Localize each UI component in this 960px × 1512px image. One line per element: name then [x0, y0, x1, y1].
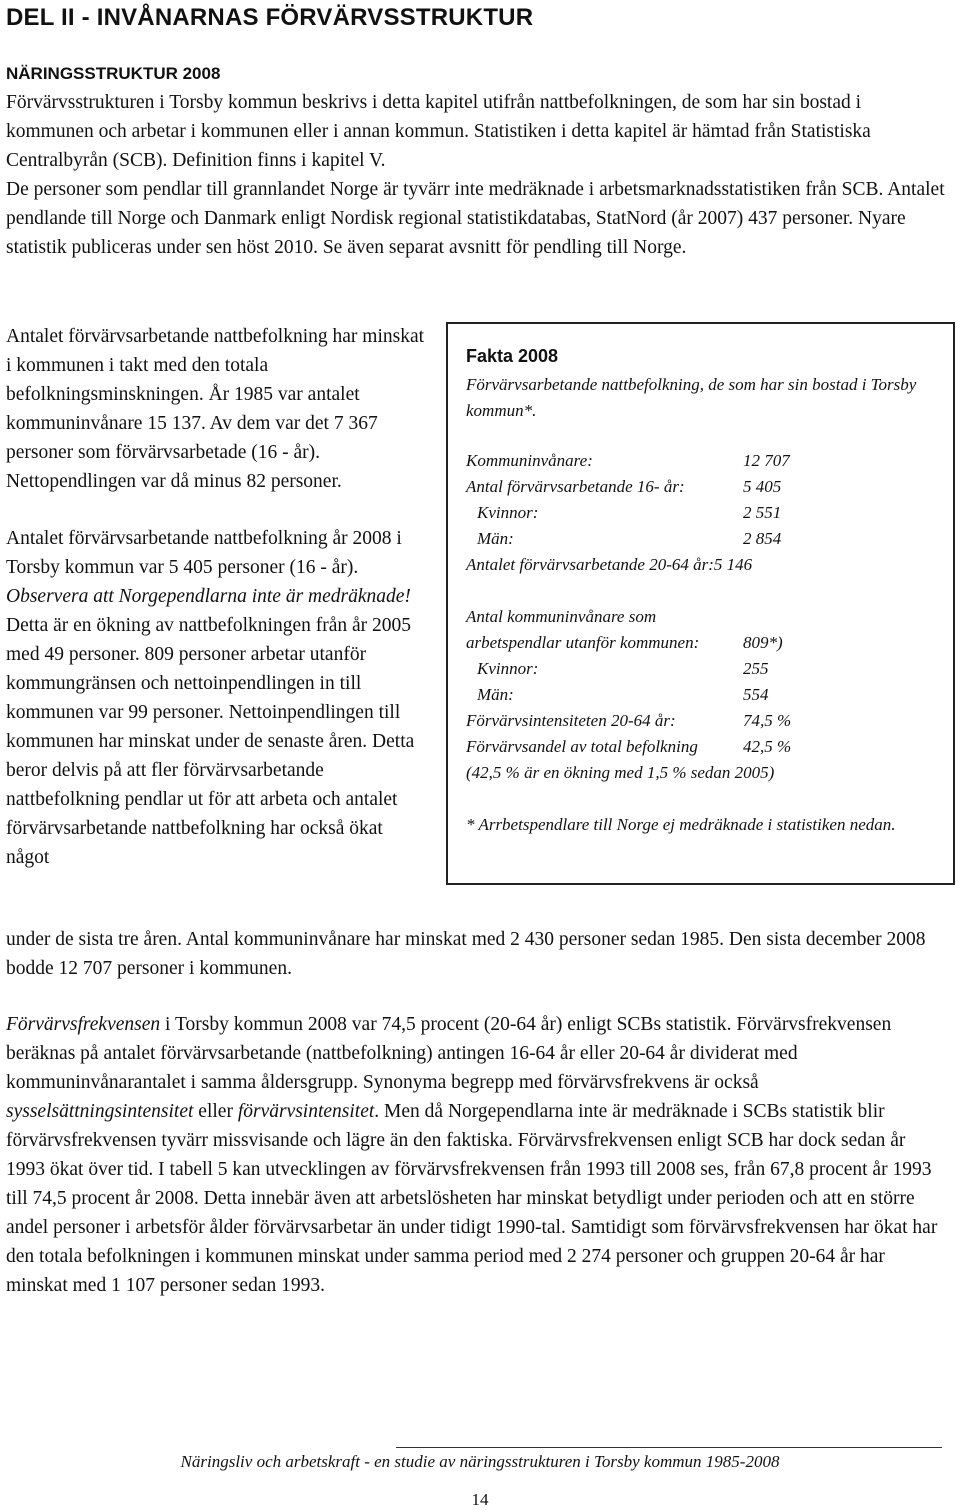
text-segment: . Men då Norgependlarna inte är medräknade i SCBs statistik blir förvärvsfrekvensen tyvärr missvisande och lägre än den faktiska. Förvärvsfrekvensen enligt SCB har dock sedan år 1993 ökat över tid. I tabell 5 kan utvecklingen av förvärvsfrekvensen från 1993 till 2008 ses, från 67,8 procent år 1993 till 74,5 procent år 2008. Detta innebär även att arbetslösheten har minskat betydligt under perioden och att en större andel personer i arbetsför ålder förvärvsarbetar än under tidigt 1990-tal. Samtidigt som förvärvsfrekvensen har ökat har den totala befolkningen i kommunen minskat under samma period med 2 274 personer och gruppen 20-64 år har minskat med 1 107 personer sedan 1993. — [6, 1101, 938, 1296]
fact-value: 809*) — [743, 633, 783, 652]
page-number: 14 — [471, 1490, 489, 1509]
footer-divider — [396, 1447, 942, 1448]
term-forvarvsfrekvensen: Förvärvsfrekvensen — [6, 1014, 161, 1035]
fact-value: 2 854 — [743, 529, 782, 548]
fact-label: Förvärvsandel av total befolkning — [466, 737, 698, 756]
fact-value: 5 405 — [743, 477, 782, 496]
term-forvarvsintensitet: förvärvsintensitet — [237, 1101, 375, 1122]
fact-row-commuters-heading — [466, 604, 656, 630]
fact-label: Män: — [477, 529, 514, 548]
text-segment: eller — [193, 1101, 238, 1122]
intro-paragraph-2: De personer som pendlar till grannlandet Norge är tyvärr inte medräknade i arbetsmarknadsstatistiken från SCB. Antalet pendlande till Norge och Danmark enligt Nordisk regional statistikdatabas, StatNord (år 2007) 437 personer. Nyare statistik publiceras under sen höst 2010. Se även separat avsnitt för pendling till Norge. — [6, 179, 945, 258]
employment-frequency-paragraph — [6, 1010, 946, 1300]
fact-row-employed-20-64 — [466, 552, 752, 578]
fact-box-subtitle: Förvärvsarbetande nattbefolkning, de som har sin bostad i Torsby kommun*. — [466, 375, 917, 420]
fact-box-footnote: * Arrbetspendlare till Norge ej medräknade i statistiken nedan. — [466, 815, 896, 834]
fact-row-commuters-women — [466, 656, 769, 682]
fact-row-women — [466, 500, 782, 526]
fact-label: Förvärvsintensiteten 20-64 år: — [466, 711, 676, 730]
fact-label: arbetspendlar utanför kommunen: — [466, 633, 700, 652]
fact-row-commuters-men — [466, 682, 769, 708]
paragraph-gap — [6, 496, 426, 524]
fact-value: 255 — [743, 659, 769, 678]
fact-row-inhabitants — [466, 448, 790, 474]
text-segment: i Torsby kommun 2008 var 74,5 procent (20-64 år) enligt SCBs statistik. Förvärvsfrekvensen beräknas på antalet förvärvsarbetande (nattbefolkning) antingen 16-64 år eller 20-64 år dividerat med kommuninvånarantalet i samma åldersgrupp. Synonyma begrepp med förvärvsfrekvens är också — [6, 1014, 892, 1093]
fact-value: 5 146 — [713, 555, 753, 574]
fact-label: Antal kommuninvånare som — [466, 607, 657, 626]
employment-frequency-section — [6, 1010, 946, 1300]
term-sysselsattningsintensitet: sysselsättningsintensitet — [6, 1101, 194, 1122]
fact-row-increase-note — [466, 760, 774, 786]
left-paragraph-2-continuation: under de sista tre åren. Antal kommuninvånare har minskat med 2 430 personer sedan 1985. Den sista december 2008 bodde 12 707 personer i kommunen. — [6, 929, 926, 979]
fact-box — [446, 322, 955, 885]
fact-row-employed-16 — [466, 474, 782, 500]
page-title: DEL II - INVÅNARNAS FÖRVÄRVSSTRUKTUR — [6, 4, 534, 31]
intro-paragraph-1: Förvärvsstrukturen i Torsby kommun beskrivs i detta kapitel utifrån nattbefolkningen, de som har sin bostad i kommunen och arbetar i kommunen eller i annan kommun. Statistiken i detta kapitel är hämtad från Statistiska Centralbyrån (SCB). Definition finns i kapitel V. — [6, 92, 871, 171]
fact-label: (42,5 % är en ökning med 1,5 % sedan 2005) — [466, 763, 775, 782]
left-paragraph-2-rest: Detta är en ökning av nattbefolkningen från år 2005 med 49 personer. 809 personer arbetar utanför kommungränsen och nettoinpendlingen in till kommunen var 99 personer. Nettoinpendlingen till kommunen har minskat under de senaste åren. Detta beror delvis på att fler förvärvsarbetande nattbefolkning pendlar ut för att arbeta och antalet förvärvsarbetande nattbefolkning har också ökat något — [6, 615, 415, 868]
fact-label: Män: — [477, 685, 514, 704]
fact-label: Kommuninvånare: — [466, 451, 593, 470]
fact-value: 74,5 % — [743, 711, 792, 730]
fact-value: 554 — [743, 685, 769, 704]
fact-value: 2 551 — [743, 503, 782, 522]
fact-box-title: Fakta 2008 — [466, 346, 559, 366]
left-column — [6, 322, 426, 872]
fact-label: Kvinnor: — [477, 659, 539, 678]
fact-row-commuters — [466, 630, 783, 656]
left-paragraph-2-start: Antalet förvärvsarbetande nattbefolkning år 2008 i Torsby kommun var 5 405 personer (16 - år). — [6, 528, 402, 578]
left-paragraph-2 — [6, 524, 426, 872]
fact-label: Antal förvärvsarbetande 16- år: — [466, 477, 685, 496]
fact-label: Kvinnor: — [477, 503, 539, 522]
fact-row-employment-share — [466, 734, 792, 760]
intro-section — [6, 88, 946, 262]
section-heading: NÄRINGSSTRUKTUR 2008 — [6, 64, 221, 83]
footer-text: Näringsliv och arbetskraft - en studie av näringsstrukturen i Torsby kommun 1985-2008 — [180, 1452, 780, 1471]
fact-label: Antalet förvärvsarbetande 20-64 år: — [466, 555, 714, 574]
fact-row-men — [466, 526, 782, 552]
norway-commuter-note: Observera att Norgependlarna inte är medräknade! — [6, 586, 411, 607]
left-paragraph-1: Antalet förvärvsarbetande nattbefolkning har minskat i kommunen i takt med den totala befolkningsminskningen. År 1985 var antalet kommuninvånare 15 137. Av dem var det 7 367 personer som förvärvsarbetade (16 - år). Nettopendlingen var då minus 82 personer. — [6, 326, 425, 492]
fact-row-employment-intensity — [466, 708, 792, 734]
fact-value: 12 707 — [743, 451, 790, 470]
full-width-continuation — [6, 925, 936, 983]
fact-value: 42,5 % — [743, 737, 792, 756]
